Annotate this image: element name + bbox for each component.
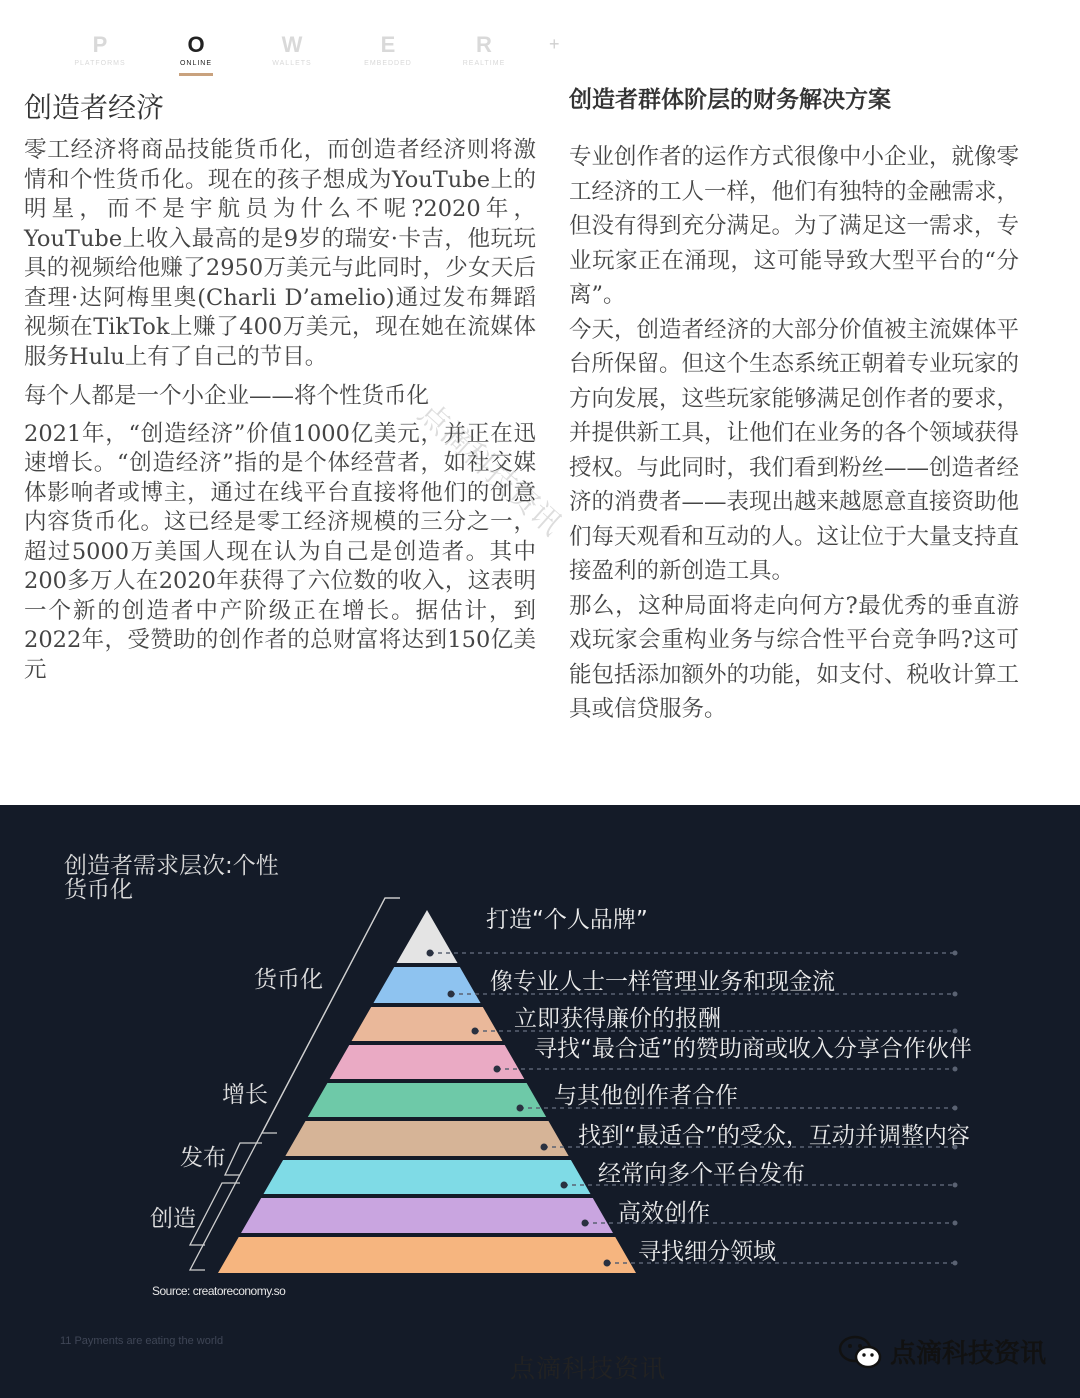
layer-label: 寻找细分领域 <box>638 1239 776 1265</box>
pyramid-layer <box>352 1007 503 1041</box>
leader-dot <box>517 1105 524 1112</box>
leader-dot <box>561 1182 568 1189</box>
leader-dot <box>541 1144 548 1151</box>
nav-letter: P <box>92 32 108 57</box>
pyramid-layer <box>396 910 457 963</box>
nav-letter: W <box>281 32 303 57</box>
section-title: 创造者经济 <box>24 91 165 124</box>
group-bracket <box>225 1143 262 1175</box>
group-label: 增长 <box>222 1082 268 1108</box>
nav-item-platforms[interactable] <box>60 32 140 70</box>
leader-dot <box>472 1028 479 1035</box>
leader-dot <box>427 950 434 957</box>
pyramid-chart <box>0 805 1080 1398</box>
nav-letter: O <box>187 32 205 57</box>
layer-label: 像专业人士一样管理业务和现金流 <box>490 969 835 995</box>
layer-label: 立即获得廉价的报酬 <box>514 1006 721 1032</box>
group-label: 发布 <box>180 1145 226 1171</box>
subheading: 每个人都是一个小企业——将个性货币化 <box>24 383 430 409</box>
pyramid-layer <box>308 1083 546 1117</box>
leader-dot <box>448 991 455 998</box>
active-underline <box>179 73 213 76</box>
pyramid-infographic <box>0 805 1080 1398</box>
brand-name: 点滴科技资讯 <box>890 1339 1047 1369</box>
pyramid-layer <box>285 1121 568 1156</box>
leader-end-dot <box>953 1261 958 1266</box>
layer-label: 打造“个人品牌” <box>486 907 648 933</box>
leader-end-dot <box>953 992 958 997</box>
leader-end-dot <box>953 951 958 956</box>
layer-label: 高效创作 <box>618 1200 710 1226</box>
wechat-icon <box>838 1335 882 1369</box>
leader-dot <box>604 1260 611 1267</box>
paragraph: 2021年，“创造经济”价值1000亿美元，并正在迅速增长。“创造经济”指的是个体经营者，如社交媒体影响者或博主，通过在线平台直接将他们的创意内容货币化。这已经是零工经济规模的三分之一，超过5000万美国人现在认为自己是创造者。其中200多万人在2020年获得了六位数的收入，这表明一个新的创造者中产阶级正在增长。据估计，到2022年，受赞助的创作者的总财富将达到150亿美元 <box>24 420 536 683</box>
nav-item-wallets[interactable] <box>252 32 332 70</box>
nav-label: WALLETS <box>272 60 312 67</box>
nav-label: EMBEDDED <box>364 60 412 67</box>
paragraph: 零工经济将商品技能货币化，而创造者经济则将激情和个性货币化。现在的孩子想成为YouTube上的明星，而不是宇航员为什么不呢?2020年，YouTube上收入最高的是9岁的瑞安·卡吉，他玩玩具的视频给他赚了2950万美元与此同时，少女天后查理·达阿梅里奥(Charli D’amelio)通过发布舞蹈视频在TikTok上赚了400万美元，现在她在流媒体服务Hulu上有了自己的节目。 <box>24 137 536 370</box>
source-note: Source: creatoreconomy.so <box>152 1284 286 1298</box>
leader-end-dot <box>953 1106 958 1111</box>
leader-end-dot <box>953 1029 958 1034</box>
nav-item-embedded[interactable] <box>348 32 428 70</box>
layer-label: 与其他创作者合作 <box>554 1083 738 1109</box>
layer-label: 寻找“最合适”的赞助商或收入分享合作伙伴 <box>534 1036 972 1062</box>
group-label: 货币化 <box>254 967 323 993</box>
paragraph: 那么，这种局面将走向何方?最优秀的垂直游戏玩家会重构业务与综合性平台竞争吗?这可能包括添加额外的功能，如支付、税收计算工具或信贷服务。 <box>569 592 1020 722</box>
pyramid-layer <box>330 1045 525 1079</box>
leader-end-dot <box>953 1183 958 1188</box>
pyramid-title-line2: 货币化 <box>64 877 133 903</box>
nav-letter: R <box>476 32 492 57</box>
paragraph: 专业创作者的运作方式很像中小企业，就像零工经济的工人一样，他们有独特的金融需求，但没有得到充分满足。为了满足这一需求，专业玩家正在涌现，这可能导致大型平台的“分离”。 <box>569 144 1020 308</box>
layer-label: 经常向多个平台发布 <box>598 1161 805 1187</box>
pyramid-layer <box>263 1160 590 1194</box>
watermark: 点滴科技资讯 <box>411 395 569 543</box>
leader-dot <box>494 1066 501 1073</box>
nav-item-online[interactable] <box>156 32 236 76</box>
leader-dot <box>582 1220 589 1227</box>
nav-label: REALTIME <box>462 60 506 67</box>
pyramid-title-line1: 创造者需求层次:个性 <box>64 853 279 879</box>
nav-item-realtime[interactable] <box>444 32 524 70</box>
section-title: 创造者群体阶层的财务解决方案 <box>569 86 891 113</box>
brand-badge <box>838 1333 1046 1370</box>
layer-label: 找到“最适合”的受众，互动并调整内容 <box>578 1123 970 1149</box>
nav-label: PLATFORMS <box>74 60 126 67</box>
leader-end-dot <box>953 1221 958 1226</box>
leader-end-dot <box>953 1067 958 1072</box>
right-column <box>569 84 1019 727</box>
image-caption: 点滴科技资讯 <box>510 1354 667 1383</box>
group-bracket <box>190 1183 240 1245</box>
paragraph: 今天，创造者经济的大部分价值被主流媒体平台所保留。但这个生态系统正朝着专业玩家的方向发展，这些玩家能够满足创作者的要求，并提供新工具，让他们在业务的各个领域获得授权。与此同时，我们看到粉丝——创造者经济的消费者——表现出越来越愿意直接资助他们每天观看和互动的人。这让位于大量支持直接盈利的新创造工具。 <box>569 316 1020 584</box>
group-label: 创造 <box>150 1206 196 1232</box>
pyramid-layer <box>241 1198 613 1233</box>
nav-letter: E <box>380 32 396 57</box>
page-footer: 11 Payments are eating the world <box>60 1335 224 1347</box>
nav-label: ONLINE <box>179 60 213 67</box>
nav-plus-icon: + <box>549 34 560 54</box>
pyramid-layer <box>218 1237 636 1273</box>
left-column <box>24 88 536 685</box>
pyramid-layer <box>373 967 480 1003</box>
